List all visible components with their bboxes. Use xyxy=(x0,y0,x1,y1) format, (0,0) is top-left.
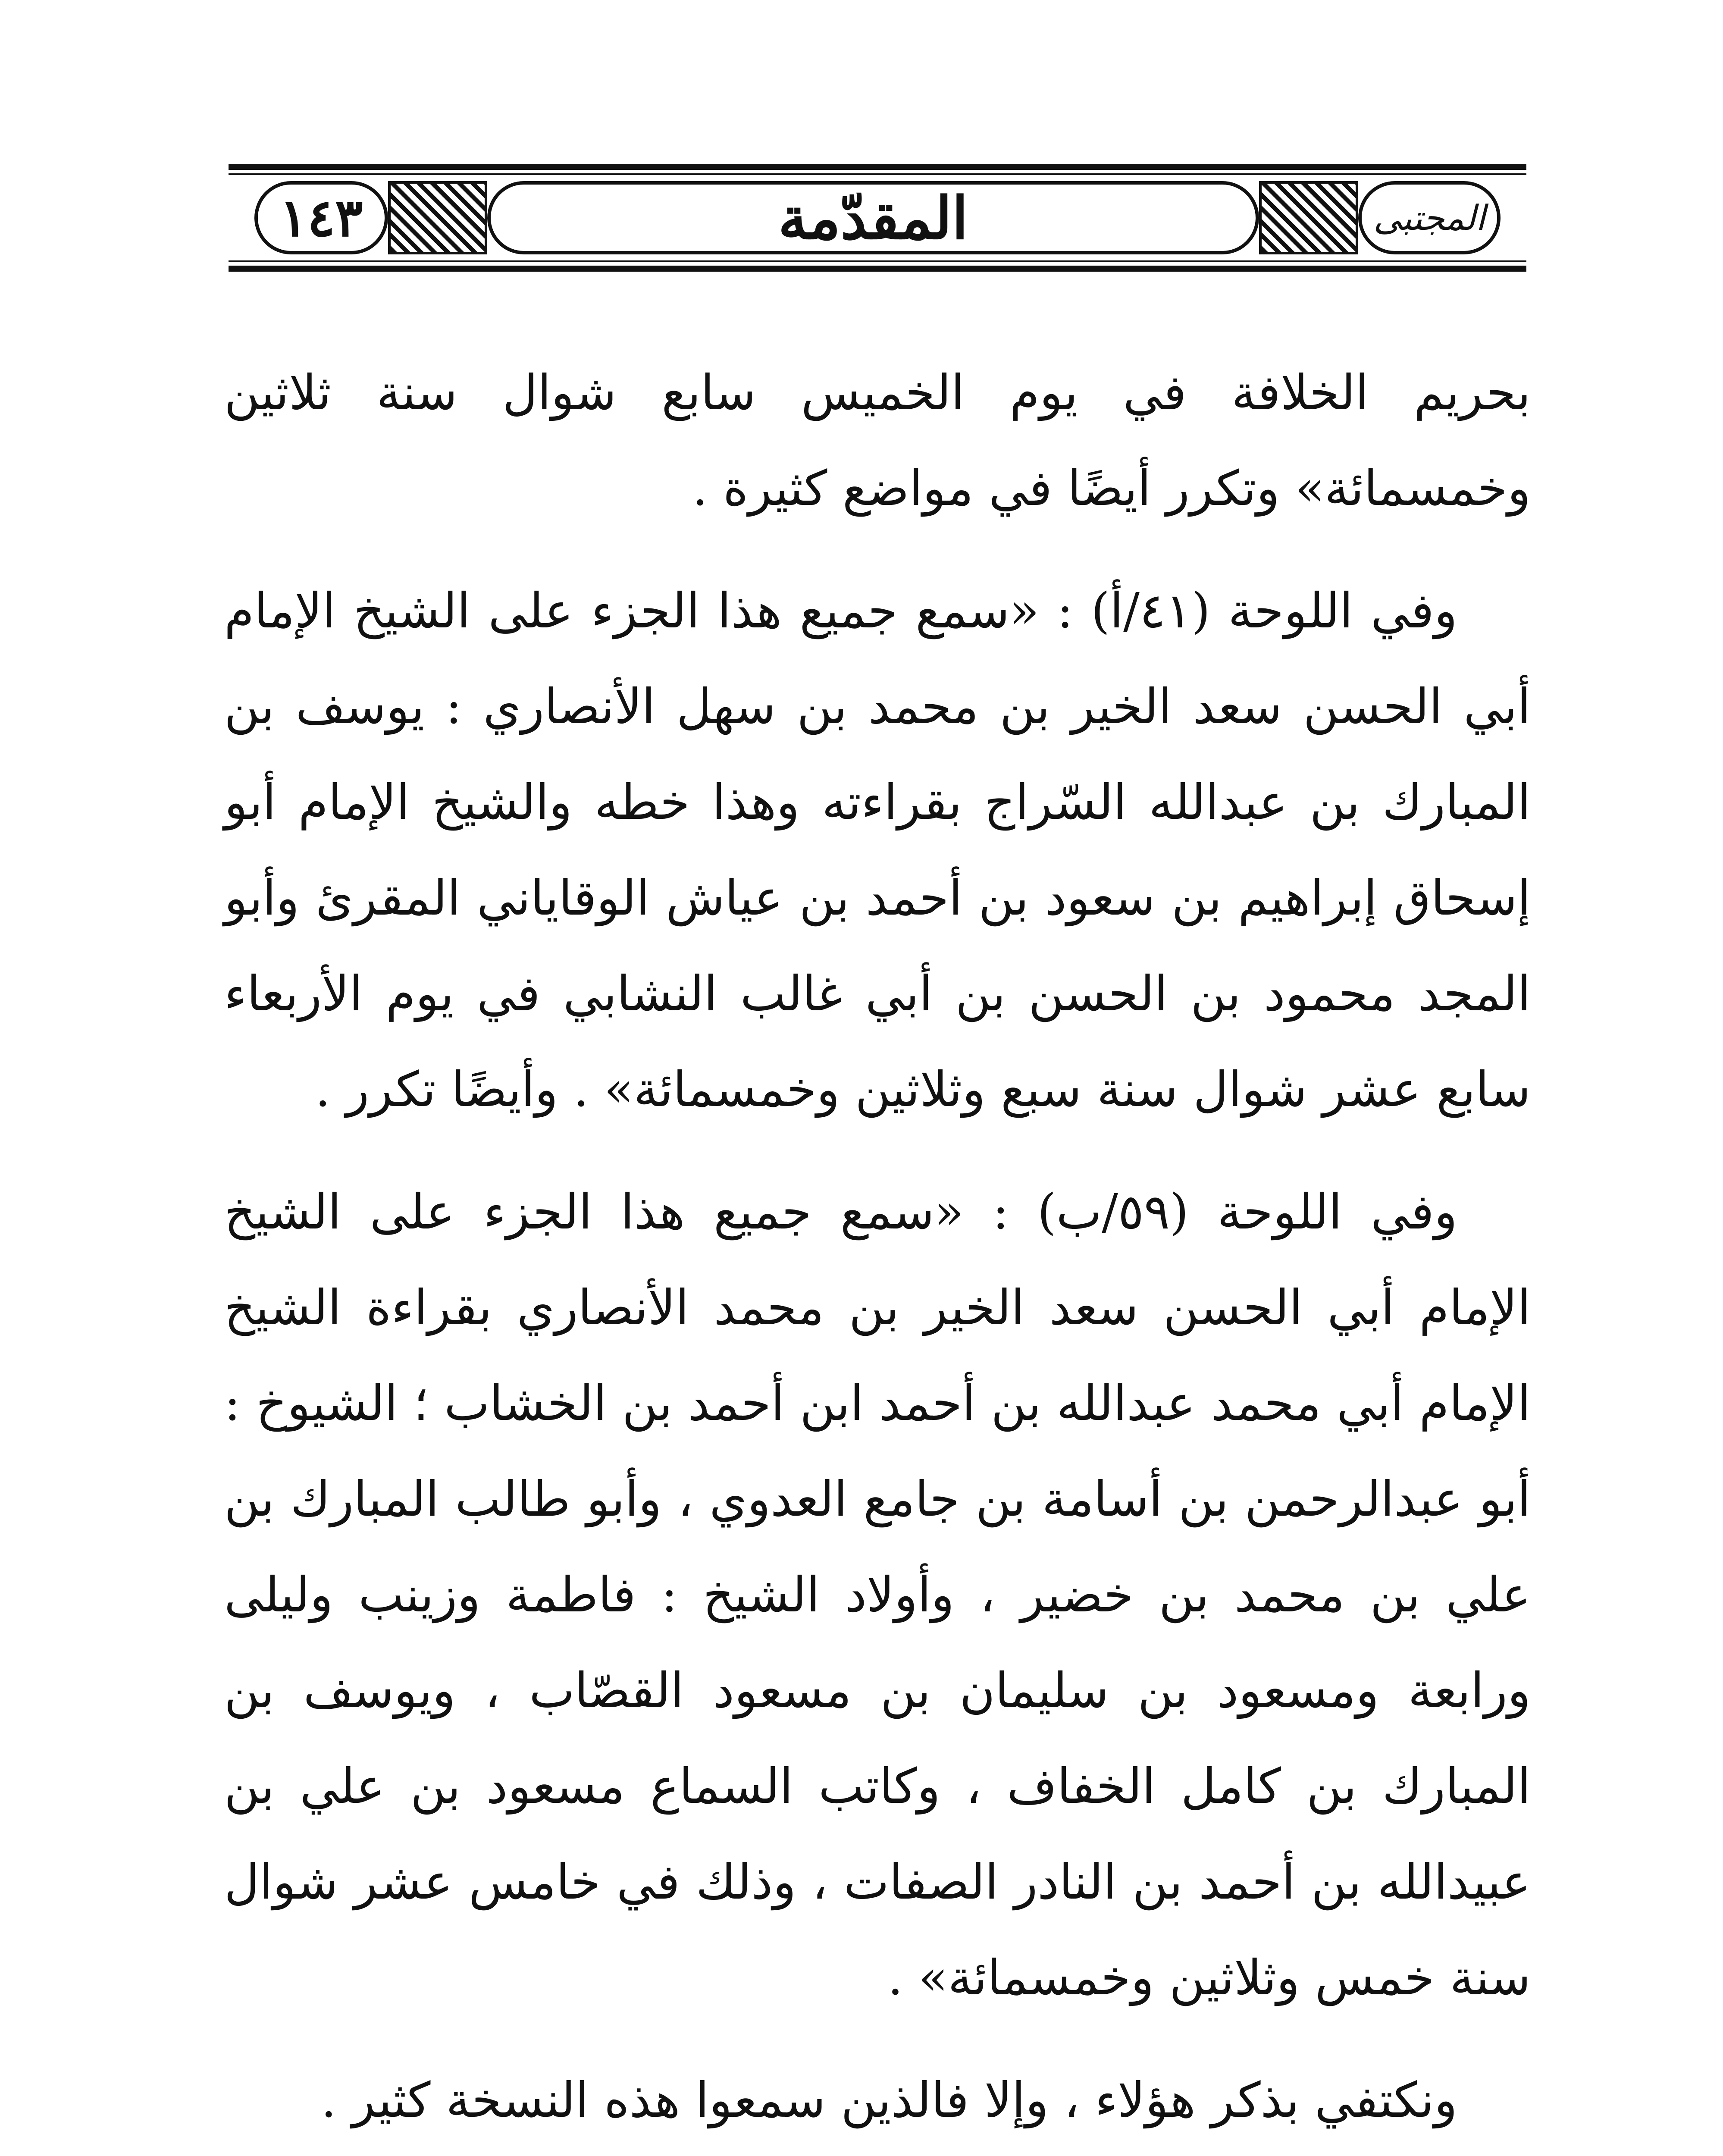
page-title: المقدّمة xyxy=(778,183,968,252)
book-logo: المجتبى xyxy=(1373,197,1485,238)
page-header xyxy=(229,164,1526,272)
header-top-rule xyxy=(229,164,1526,170)
title-cartouche xyxy=(487,181,1259,254)
book-logo-cartouche xyxy=(1358,181,1501,254)
page-number: ١٤٣ xyxy=(279,187,363,248)
paragraph: بحريم الخلافة في يوم الخميس سابع شوال سنة ثلاثين وخمسمائة» وتكرر أيضًا في مواضع كثيرة . xyxy=(224,365,1531,517)
paragraph: ونكتفي بذكر هؤلاء ، وإلا فالذين سمعوا هذه النسخة كثير . xyxy=(321,2072,1457,2128)
page-number-cartouche xyxy=(254,181,388,254)
paragraph: وفي اللوحة (٤١/أ) : «سمع جميع هذا الجزء على الشيخ الإمام أبي الحسن سعد الخير بن محمد بن سهل الأنصاري : يوسف بن المبارك بن عبدالله السّراج بقراءته وهذا خطه والشيخ الإمام أبو إسحاق إبراهيم بن سعود بن أحمد بن عياش الوقاياني المقرئ وأبو المجد محمود بن الحسن بن أبي غالب النشابي في يوم الأربعاء سابع عشر شوال سنة سبع وثلاثين وخمسمائة» . وأيضًا تكرر . xyxy=(224,583,1531,1118)
header-bottom-rule xyxy=(229,266,1526,272)
page-body xyxy=(224,345,1531,2156)
header-ornament-right xyxy=(1259,181,1358,254)
paragraph: وفي اللوحة (٥٩/ب) : «سمع جميع هذا الجزء على الشيخ الإمام أبي الحسن سعد الخير بن محمد الأنصاري بقراءة الشيخ الإمام أبي محمد عبدالله بن أحمد ابن أحمد بن الخشاب ؛ الشيوخ : أبو عبدالرحمن بن أسامة بن جامع العدوي ، وأبو طالب المبارك بن علي بن محمد بن خضير ، وأولاد الشيخ : فاطمة وزينب وليلى ورابعة ومسعود بن سليمان بن مسعود القصّاب ، ويوسف بن المبارك بن كامل الخفاف ، وكاتب السماع مسعود بن علي بن عبيدالله بن أحمد بن النادر الصفات ، وذلك في خامس عشر شوال سنة خمس وثلاثين وخمسمائة» . xyxy=(224,1184,1531,2006)
header-ornament-left xyxy=(388,181,487,254)
